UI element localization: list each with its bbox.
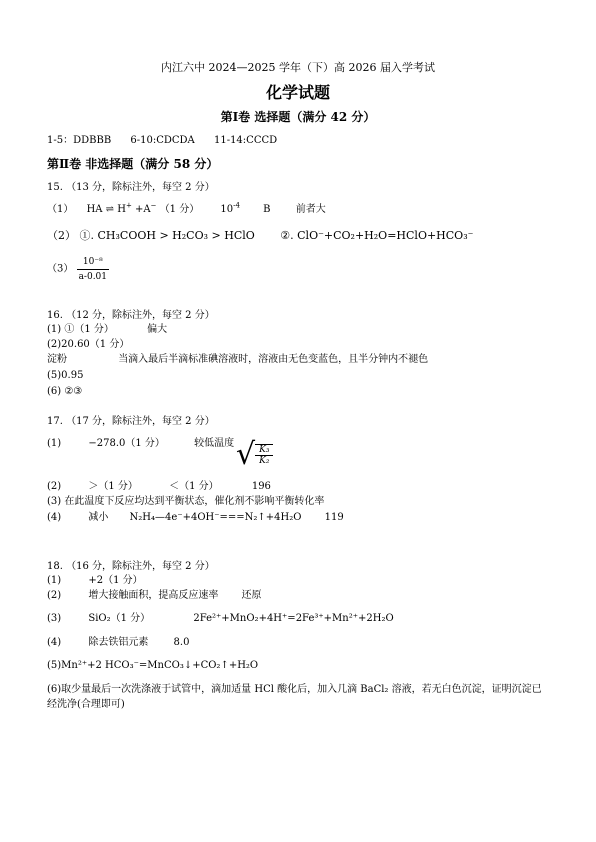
- q17-s1-label: (1): [47, 438, 62, 449]
- sqrt-icon: √: [236, 437, 256, 472]
- q17-s2-a: ＞（1 分）: [88, 481, 138, 492]
- q15-s1-b: B: [263, 204, 271, 215]
- q17-sqrt-numerator: K₃: [255, 445, 273, 456]
- q18-s3-b: 2Fe²⁺+MnO₂+4H⁺=2Fe³⁺+Mn²⁺+2H₂O: [193, 613, 394, 624]
- q17-s2-label: (2): [47, 481, 62, 492]
- q18-sub4: [47, 636, 189, 650]
- q15-s2-a: CH₃COOH > H₂CO₃ > HClO: [97, 229, 255, 242]
- answers-6-10: 6-10:CDCDA: [130, 135, 195, 146]
- q18-s1-label: (1): [47, 575, 62, 586]
- q18-sub6-line1: (6)取少量最后一次洗涤液于试管中，滴加适量 HCl 酸化后，加入几滴 BaCl₂ 溶液，若无白色沉淀，证明沉淀已: [47, 684, 542, 695]
- q16-sub5: (5)0.95: [47, 370, 84, 381]
- part1-answers: [47, 134, 277, 148]
- q18-sub6-line2: 经洗净(合理即可): [47, 699, 125, 710]
- q18-s3-label: (3): [47, 613, 62, 624]
- q18-s2-a: 增大接触面积，提高反应速率: [88, 590, 219, 601]
- q17-sqrt-expression: [236, 437, 273, 472]
- q17-s4-c: 119: [324, 512, 344, 523]
- q15-sub3: [47, 255, 109, 284]
- q15-sub1: [47, 203, 326, 217]
- q18-sub5: (5)Mn²⁺+2 HCO₃⁻=MnCO₃↓+CO₂↑+H₂O: [47, 660, 259, 671]
- part1-title: 第Ⅰ卷 选择题（满分 42 分）: [220, 110, 376, 124]
- q17-s2-c: 196: [251, 481, 271, 492]
- q15-s2-b: ClO⁻+CO₂+H₂O=HClO+HCO₃⁻: [297, 229, 474, 242]
- q16-sub1: [47, 323, 167, 337]
- q18-s3-a: SiO₂（1 分）: [88, 613, 151, 624]
- q15-s2-label: （2）: [47, 229, 76, 242]
- q18-s2-b: 还原: [241, 590, 262, 601]
- q16-sub6: (6) ②③: [47, 386, 83, 397]
- q17-sub4: [47, 511, 344, 525]
- q17-header: 17. （17 分，除标注外，每空 2 分）: [47, 416, 215, 427]
- q15-s1-score: （1 分）: [159, 204, 200, 215]
- q17-s1-a: −278.0（1 分）: [88, 438, 165, 449]
- exam-title: 内江六中 2024—2025 学年（下）高 2026 届入学考试: [161, 61, 435, 74]
- q15-s2-a-num: ①.: [79, 229, 94, 242]
- q15-s1-label: （1）: [47, 204, 74, 215]
- q15-s1-equation: HA ⇌ H+ +A−: [86, 201, 157, 215]
- q15-s3-denominator: a-0.01: [78, 272, 108, 282]
- q17-s2-b: ＜（1 分）: [169, 481, 219, 492]
- subject-title: 化学试题: [265, 83, 330, 102]
- q15-s2-b-num: ②.: [280, 229, 294, 242]
- q18-sub3: [47, 612, 394, 626]
- answers-1-5: 1-5：DDBBB: [47, 135, 112, 146]
- q18-header: 18. （16 分，除标注外，每空 2 分）: [47, 561, 215, 572]
- q18-s1-a: +2（1 分）: [88, 575, 143, 586]
- q17-sqrt-denominator: K₂: [259, 456, 270, 466]
- answers-11-14: 11-14:CCCD: [213, 135, 278, 146]
- q17-s4-b: N₂H₄—4e⁻+4OH⁻===N₂↑+4H₂O: [129, 512, 302, 523]
- q18-s4-label: (4): [47, 637, 62, 648]
- q18-s4-b: 8.0: [173, 637, 190, 648]
- q16-s3-a: 淀粉: [47, 354, 67, 365]
- q18-sub2: [47, 589, 262, 603]
- q17-s4-a: 减小: [88, 512, 109, 523]
- q17-sub3: (3) 在此温度下反应均达到平衡状态，催化剂不影响平衡转化率: [47, 496, 325, 507]
- q17-s4-label: (4): [47, 512, 62, 523]
- q15-sub2: [47, 229, 473, 243]
- q15-s3-label: （3）: [47, 263, 74, 275]
- q17-sub1: [47, 437, 234, 451]
- part2-title: 第Ⅱ卷 非选择题（满分 58 分）: [47, 157, 219, 171]
- q16-sub3: [47, 353, 428, 367]
- q16-s3-b: 当滴入最后半滴标准碘溶液时，溶液由无色变蓝色，且半分钟内不褪色: [118, 354, 429, 365]
- q16-sub2: (2)20.60（1 分）: [47, 339, 130, 350]
- q16-header: 16. （12 分，除标注外，每空 2 分）: [47, 310, 215, 321]
- q15-header: 15. （13 分，除标注外，每空 2 分）: [47, 182, 215, 193]
- q16-s1: (1) ①（1 分）: [47, 324, 114, 335]
- q15-s1-value: $10^{-4}$: [220, 201, 240, 215]
- q15-s3-fraction: [77, 255, 109, 284]
- q18-sub1: [47, 574, 143, 588]
- q18-s2-label: (2): [47, 590, 62, 601]
- q17-sub2: [47, 480, 271, 494]
- q16-s1-b: 偏大: [147, 324, 168, 335]
- q17-s1-b: 较低温度: [194, 438, 235, 449]
- q18-s4-a: 除去铁铝元素: [88, 637, 149, 648]
- q15-s3-numerator: 10⁻⁸: [77, 255, 109, 270]
- q15-s1-c: 前者大: [295, 204, 326, 215]
